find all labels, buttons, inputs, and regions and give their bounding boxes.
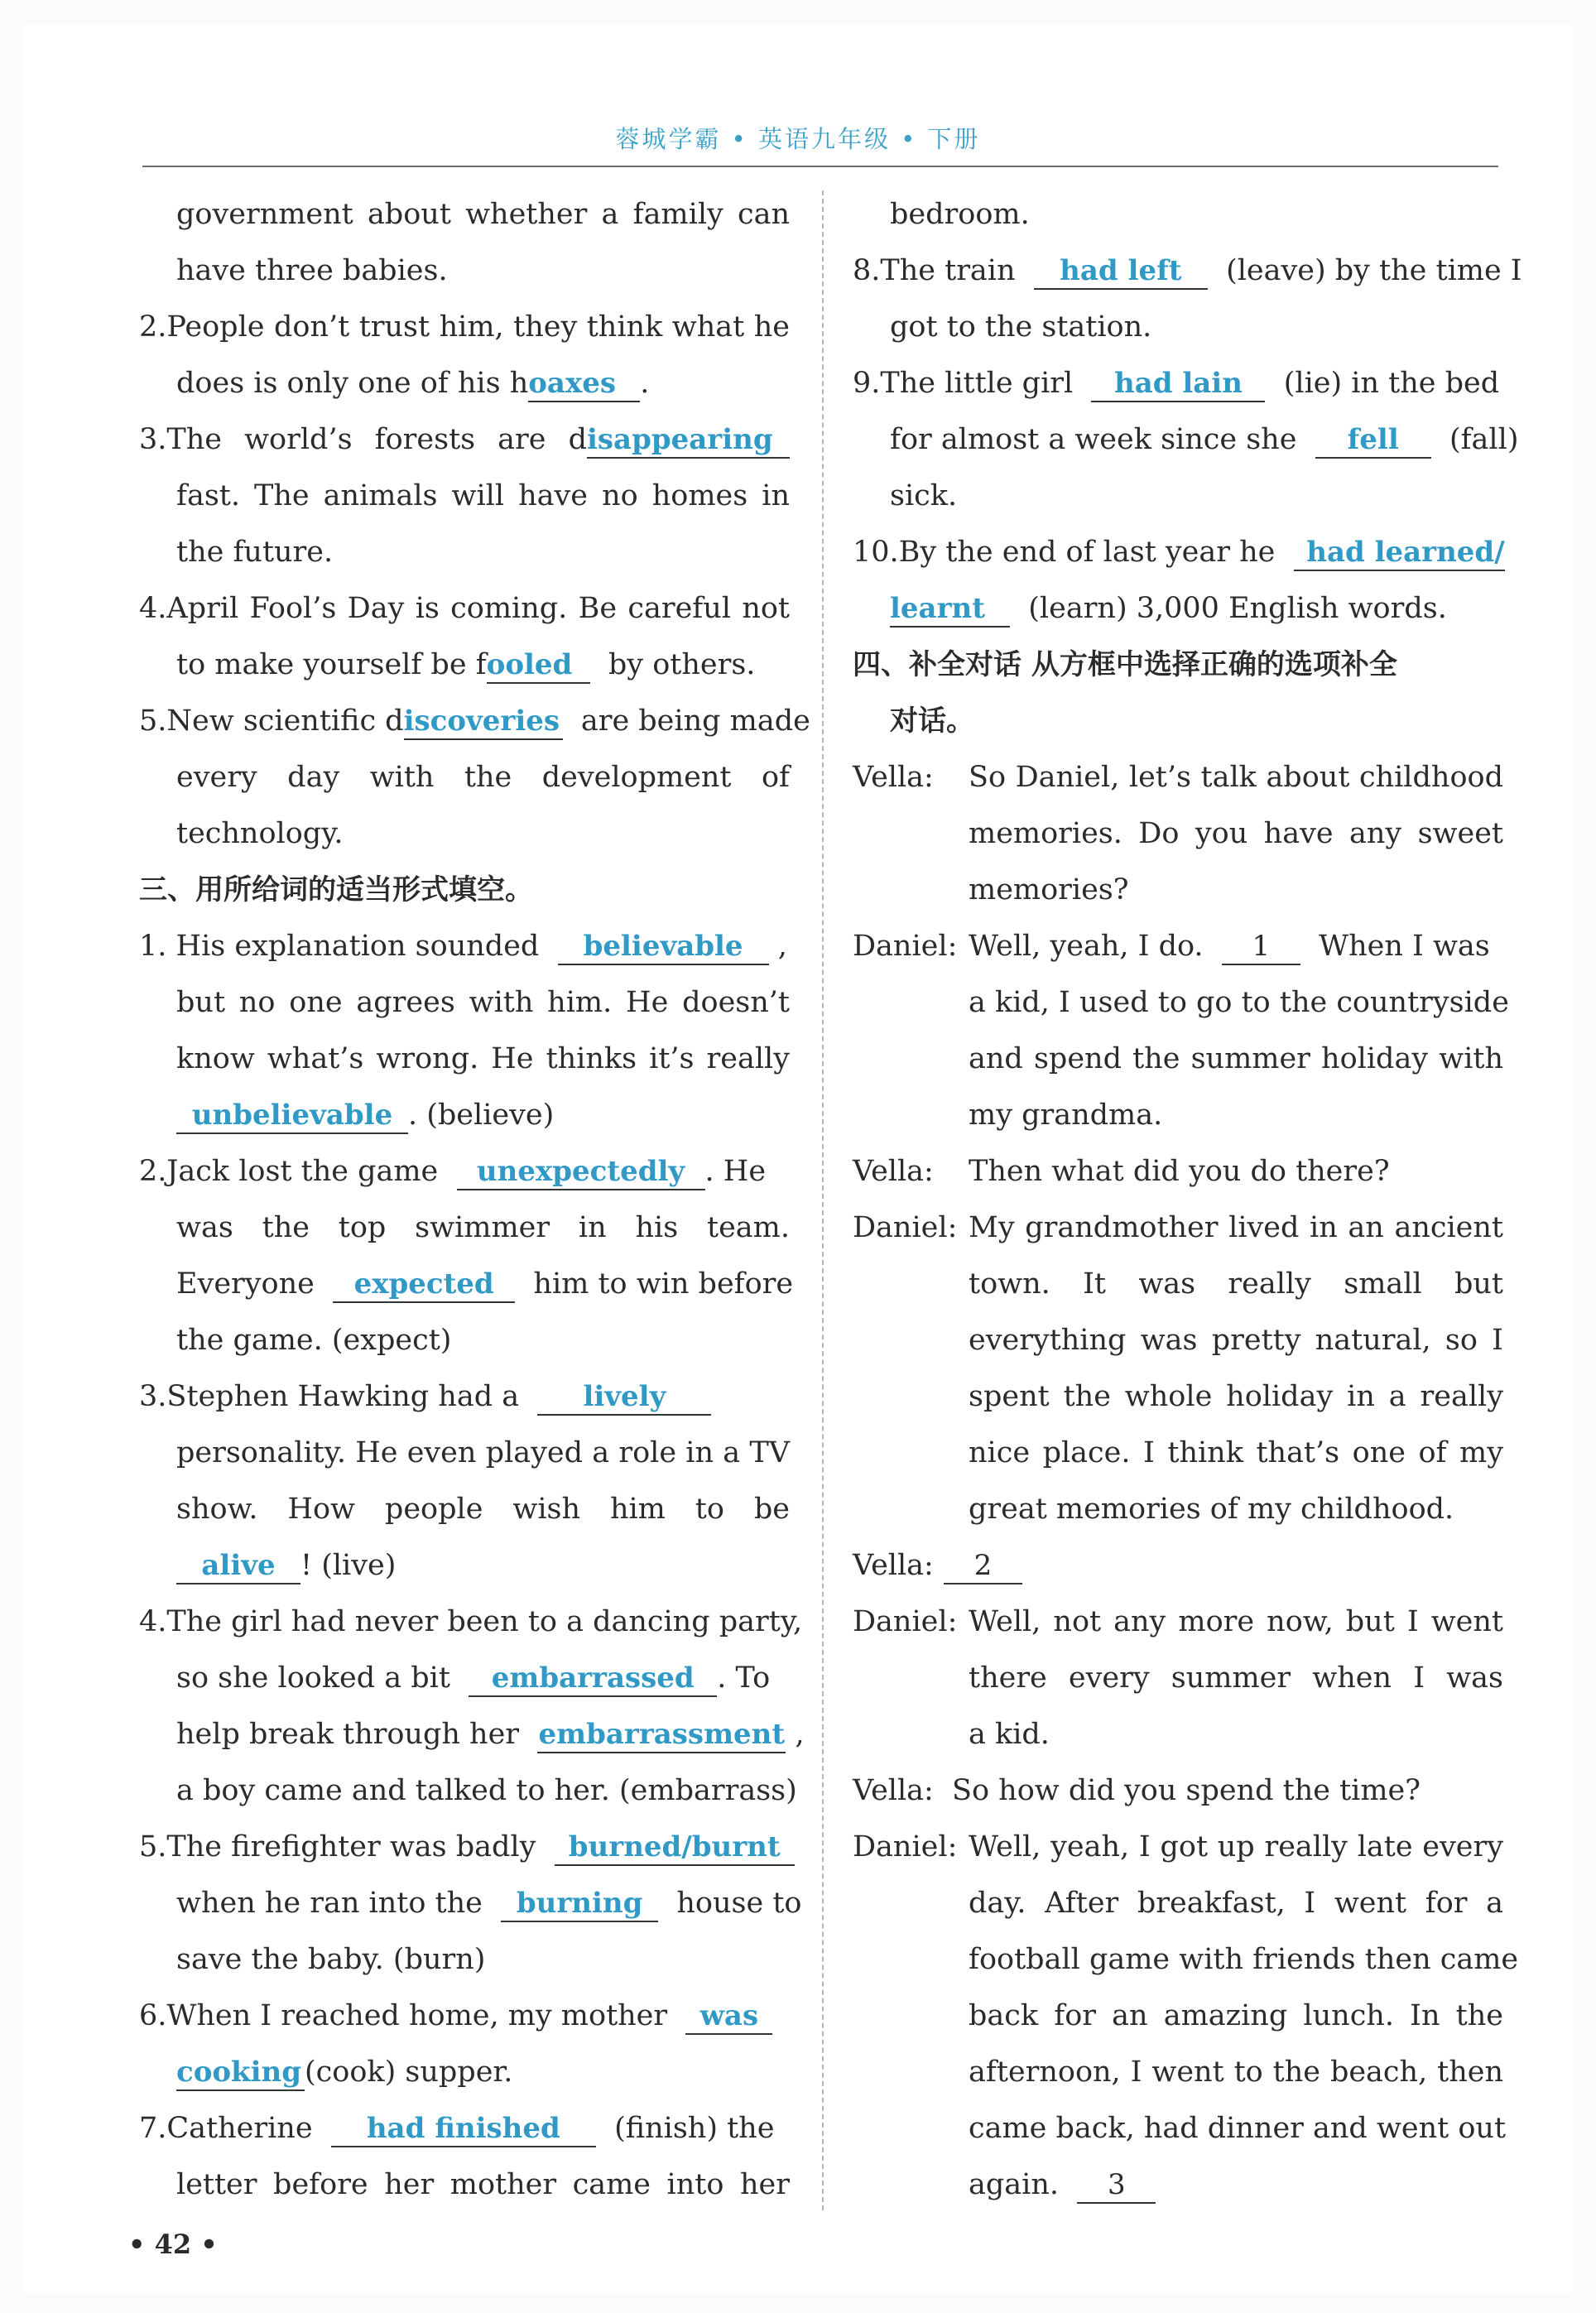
question-text: by others. (608, 648, 756, 681)
question-text: Everyone (176, 1267, 315, 1301)
question-text: house to (676, 1887, 802, 1920)
question-text: When I reached home, my mother (166, 1999, 668, 2032)
dialog-line (853, 1706, 1503, 1762)
text-line: bedroom. (890, 198, 1030, 231)
question-text: to make yourself be f (176, 648, 487, 681)
answer-blank[interactable] (555, 1830, 795, 1866)
s6-line2 (139, 2044, 790, 2100)
s7-line1 (139, 2100, 790, 2157)
question-text: (finish) the (614, 2112, 775, 2145)
answer-text: had finished (366, 2112, 560, 2145)
dialog-line (853, 1368, 1503, 1425)
s10-line1 (853, 524, 1503, 580)
answer-text: had left (1060, 254, 1182, 287)
column-divider (822, 190, 824, 2210)
question-text: People don’t trust him, they think what he (166, 310, 790, 344)
dialog-text: everything was pretty natural, so I (969, 1324, 1503, 1357)
answer-blank[interactable] (333, 1267, 515, 1303)
dialog-line (853, 1988, 1503, 2044)
s10-line2 (853, 580, 1503, 637)
answer-blank[interactable] (944, 1548, 1022, 1584)
s5-line1 (139, 1819, 790, 1875)
question-text: does is only one of his h (176, 367, 529, 400)
text-line: a boy came and talked to her. (embarrass) (176, 1774, 797, 1807)
blank-number: 3 (1107, 2168, 1126, 2201)
left-column (139, 186, 810, 2213)
dialog-line (853, 1087, 1503, 1143)
dialog-line (853, 2044, 1503, 2100)
text-line: the future. (176, 536, 334, 569)
dialog-line (853, 1312, 1503, 1368)
dialog-text: a kid. (969, 1718, 1050, 1751)
s1-line1 (139, 918, 790, 974)
dialog-text: My grandmother lived in an ancient (969, 1211, 1503, 1244)
answer-text: expected (353, 1267, 494, 1301)
dialog-text: So Daniel, let’s talk about childhood (969, 761, 1503, 794)
dialog-text: nice place. I think that’s one of my (969, 1436, 1503, 1469)
dialog-daniel-3 (853, 1594, 1503, 1650)
dialog-daniel-2 (853, 1200, 1503, 1256)
question-number: 2. (139, 310, 167, 344)
question-text: (learn) 3,000 English words. (1028, 592, 1447, 625)
dialog-vella-1 (853, 749, 1503, 805)
question-number: 7. (139, 2112, 167, 2145)
question-text: so she looked a bit (176, 1661, 450, 1695)
punctuation: , (777, 930, 787, 963)
answer-blank[interactable] (685, 1998, 772, 2035)
s9-line1 (853, 355, 1503, 411)
question-number: 4. (139, 592, 167, 625)
question-text: (leave) by the time I (1226, 254, 1522, 287)
question-number: 3. (139, 423, 167, 456)
answer-blank[interactable] (558, 929, 769, 965)
question-text: Stephen Hawking had a (166, 1380, 520, 1413)
speaker-label: Daniel: (853, 930, 958, 963)
answer-text: oaxes (528, 367, 616, 400)
section-4-heading: 四、补全对话 从方框中选择正确的选项补全 (853, 648, 1397, 681)
text-line: have three babies. (176, 254, 448, 287)
answer-blank[interactable] (1222, 929, 1300, 965)
dialog-text: came back, had dinner and went out (969, 2112, 1507, 2145)
dialog-text-part: again. (969, 2168, 1059, 2201)
text-line: technology. (176, 817, 344, 850)
dialog-text: a kid, I used to go to the countryside (969, 986, 1509, 1019)
question-text: . He (704, 1155, 767, 1188)
dialog-text: there every summer when I was (969, 1661, 1503, 1695)
dialog-daniel-4 (853, 1819, 1503, 1875)
question-text: The train (880, 254, 1016, 287)
dialog-line (853, 1875, 1503, 1931)
question-text: Catherine (166, 2112, 313, 2145)
speaker-label: Vella: (853, 1549, 934, 1582)
question-text: (lie) in the bed (1283, 367, 1500, 400)
answer-text: believable (583, 930, 743, 963)
dialog-line (853, 2157, 1503, 2213)
speaker-label: Vella: (853, 1774, 934, 1807)
question-number: 9. (853, 367, 881, 400)
answer-blank[interactable] (501, 1886, 658, 1922)
text-line: save the baby. (burn) (176, 1943, 486, 1976)
question-text: April Fool’s Day is coming. Be careful not (166, 592, 790, 625)
blank-number: 1 (1252, 930, 1271, 963)
dialog-text-part: When I was (1319, 930, 1490, 963)
question-text: By the end of last year he (898, 536, 1276, 569)
dialog-text: Well, not any more now, but I went (969, 1605, 1503, 1638)
dialog-line (853, 2100, 1507, 2157)
question-5-line1 (139, 693, 810, 749)
page-number: • 42 • (128, 2229, 218, 2260)
question-text: His explanation sounded (175, 930, 540, 963)
answer-blank[interactable] (1077, 2167, 1156, 2204)
question-number: 3. (139, 1380, 167, 1413)
answer-blank[interactable] (1091, 366, 1265, 402)
dialog-line (853, 805, 1503, 862)
answer-text: ooled (486, 648, 573, 681)
answer-blank[interactable] (1294, 535, 1505, 571)
s3-line1 (139, 1368, 790, 1425)
question-number: 10. (853, 536, 899, 569)
question-2-line1 (139, 299, 790, 355)
dialog-text: memories. Do you have any sweet (969, 817, 1503, 850)
question-text: The firefighter was badly (166, 1830, 536, 1863)
header-title: 蓉城学霸 • 英语九年级 • 下册 (615, 125, 981, 153)
dialog-line (853, 974, 1509, 1031)
question-text: ! (live) (300, 1549, 397, 1582)
answer-text: was (699, 1999, 759, 2032)
s4-line1 (139, 1594, 803, 1650)
question-number: 4. (139, 1605, 167, 1638)
speaker-label: Daniel: (853, 1211, 958, 1244)
question-number: 2. (139, 1155, 167, 1188)
answer-text: iscoveries (403, 704, 560, 738)
dialog-text: memories? (969, 873, 1129, 906)
dialog-text (944, 1537, 1503, 1594)
question-text: New scientific d (166, 704, 404, 738)
s8-line1 (853, 243, 1522, 299)
s2-line3 (139, 1256, 794, 1312)
dialog-text (969, 2157, 1503, 2213)
speaker-label: Daniel: (853, 1605, 958, 1638)
dialog-text: town. It was really small but (969, 1267, 1503, 1301)
answer-text: had lain (1114, 367, 1243, 400)
dialog-line (853, 1650, 1503, 1706)
dialog-text: football game with friends then came (969, 1943, 1519, 1976)
text-line: fast. The animals will have no homes in (176, 479, 790, 512)
section-4-heading-cont: 对话。 (890, 704, 974, 738)
s4-line3 (139, 1706, 805, 1762)
answer-text: burned/burnt (568, 1830, 781, 1863)
question-text: him to win before (533, 1267, 794, 1301)
question-4-line1 (139, 580, 790, 637)
dialog-line (853, 1031, 1503, 1087)
question-4-line2 (139, 637, 790, 693)
dialog-vella-2 (853, 1143, 1503, 1200)
question-text: (cook) supper. (305, 2056, 513, 2089)
dialog-text (969, 918, 1503, 974)
dialog-line (853, 1931, 1519, 1988)
text-line: letter before her mother came into her (176, 2168, 790, 2201)
answer-blank[interactable] (457, 1154, 705, 1190)
blank-number: 2 (973, 1549, 993, 1582)
answer-blank[interactable] (537, 1717, 786, 1753)
question-2-line2 (139, 355, 790, 411)
answer-text: unexpectedly (476, 1155, 685, 1188)
answer-blank[interactable] (331, 2111, 596, 2147)
dialog-line (853, 862, 1503, 918)
answer-text: fell (1347, 423, 1399, 456)
speaker-label: Vella: (853, 761, 934, 794)
punctuation: . (640, 367, 650, 400)
dialog-text: afternoon, I went to the beach, then (969, 2056, 1503, 2089)
dialog-text: Then what did you do there? (969, 1155, 1390, 1188)
header-rule (142, 166, 1498, 167)
answer-blank[interactable] (587, 422, 790, 459)
s6-line1 (139, 1988, 790, 2044)
answer-blank[interactable] (1315, 422, 1431, 459)
dialog-text: and spend the summer holiday with (969, 1042, 1503, 1075)
dialog-text: Well, yeah, I got up really late every (969, 1830, 1503, 1863)
s3-line4 (139, 1537, 790, 1594)
answer-text: embarrassment (538, 1718, 786, 1751)
text-line: personality. He even played a role in a TV (176, 1436, 790, 1469)
speaker-label: Vella: (853, 1155, 934, 1188)
answer-blank[interactable] (528, 366, 640, 402)
answer-blank[interactable] (176, 1098, 408, 1134)
question-number: 8. (853, 254, 881, 287)
dialog-text: back for an amazing lunch. In the (969, 1999, 1503, 2032)
answer-text: had learned/ (1306, 536, 1505, 569)
answer-text: embarrassed (491, 1661, 695, 1695)
s2-line1 (139, 1143, 790, 1200)
s4-line2 (139, 1650, 790, 1706)
right-column (853, 186, 1522, 2213)
text-line: got to the station. (890, 310, 1152, 344)
dialog-text: my grandma. (969, 1099, 1163, 1132)
question-number: 1. (139, 930, 167, 963)
dialog-daniel-1 (853, 918, 1503, 974)
answer-text: burning (516, 1887, 643, 1920)
answer-blank[interactable] (1034, 253, 1208, 290)
question-text: The girl had never been to a dancing party, (166, 1605, 803, 1638)
dialog-text: day. After breakfast, I went for a (969, 1887, 1503, 1920)
text-line: government about whether a family can (176, 198, 790, 231)
question-text: are being made (580, 704, 810, 738)
question-text: The little girl (880, 367, 1074, 400)
answer-text: alive (201, 1549, 276, 1582)
speaker-label: Daniel: (853, 1830, 958, 1863)
answer-text: lively (583, 1380, 666, 1413)
answer-blank[interactable] (176, 1548, 300, 1584)
section-3-heading: 三、用所给词的适当形式填空。 (139, 873, 533, 906)
s9-line2 (853, 411, 1519, 468)
dialog-vella-3 (853, 1537, 1503, 1594)
dialog-line (853, 1425, 1503, 1481)
answer-blank[interactable] (487, 647, 590, 684)
s1-line4 (139, 1087, 790, 1143)
s5-line2 (139, 1875, 802, 1931)
dialog-text-part: Well, yeah, I do. (969, 930, 1204, 963)
question-text: for almost a week since she (890, 423, 1297, 456)
dialog-vella-4 (853, 1762, 1503, 1819)
answer-blank[interactable] (469, 1661, 717, 1697)
question-text: help break through her (176, 1718, 520, 1751)
question-text: when he ran into the (176, 1887, 483, 1920)
question-number: 6. (139, 1999, 167, 2032)
text-line: every day with the development of (176, 761, 790, 794)
answer-text: unbelievable (191, 1099, 393, 1132)
question-number: 5. (139, 704, 167, 738)
text-line: but no one agrees with him. He doesn’t (176, 986, 790, 1019)
text-line: show. How people wish him to be (176, 1493, 790, 1526)
question-3-line1 (139, 411, 790, 468)
text-line: know what’s wrong. He thinks it’s really (176, 1042, 790, 1075)
dialog-text: So how did you spend the time? (952, 1774, 1421, 1807)
text-line: the game. (expect) (176, 1324, 452, 1357)
dialog-text: great memories of my childhood. (969, 1493, 1454, 1526)
answer-blank[interactable] (537, 1379, 711, 1416)
dialog-line (853, 1481, 1503, 1537)
answer-blank[interactable] (890, 591, 1010, 628)
question-text: . (believe) (408, 1099, 555, 1132)
text-line: was the top swimmer in his team. (176, 1211, 790, 1244)
answer-text: isappearing (587, 423, 773, 456)
answer-blank[interactable] (176, 2055, 305, 2091)
text-line: sick. (890, 479, 958, 512)
question-text: Jack lost the game (166, 1155, 439, 1188)
punctuation: , (795, 1718, 805, 1751)
dialog-text: spent the whole holiday in a really (969, 1380, 1503, 1413)
answer-text: learnt (890, 592, 985, 625)
answer-text: cooking (176, 2056, 302, 2089)
answer-blank[interactable] (404, 704, 563, 740)
question-text: (fall) (1449, 423, 1519, 456)
dialog-line (853, 1256, 1503, 1312)
question-text: The world’s forests are d (166, 423, 587, 456)
question-text: . To (717, 1661, 771, 1695)
question-number: 5. (139, 1830, 167, 1863)
